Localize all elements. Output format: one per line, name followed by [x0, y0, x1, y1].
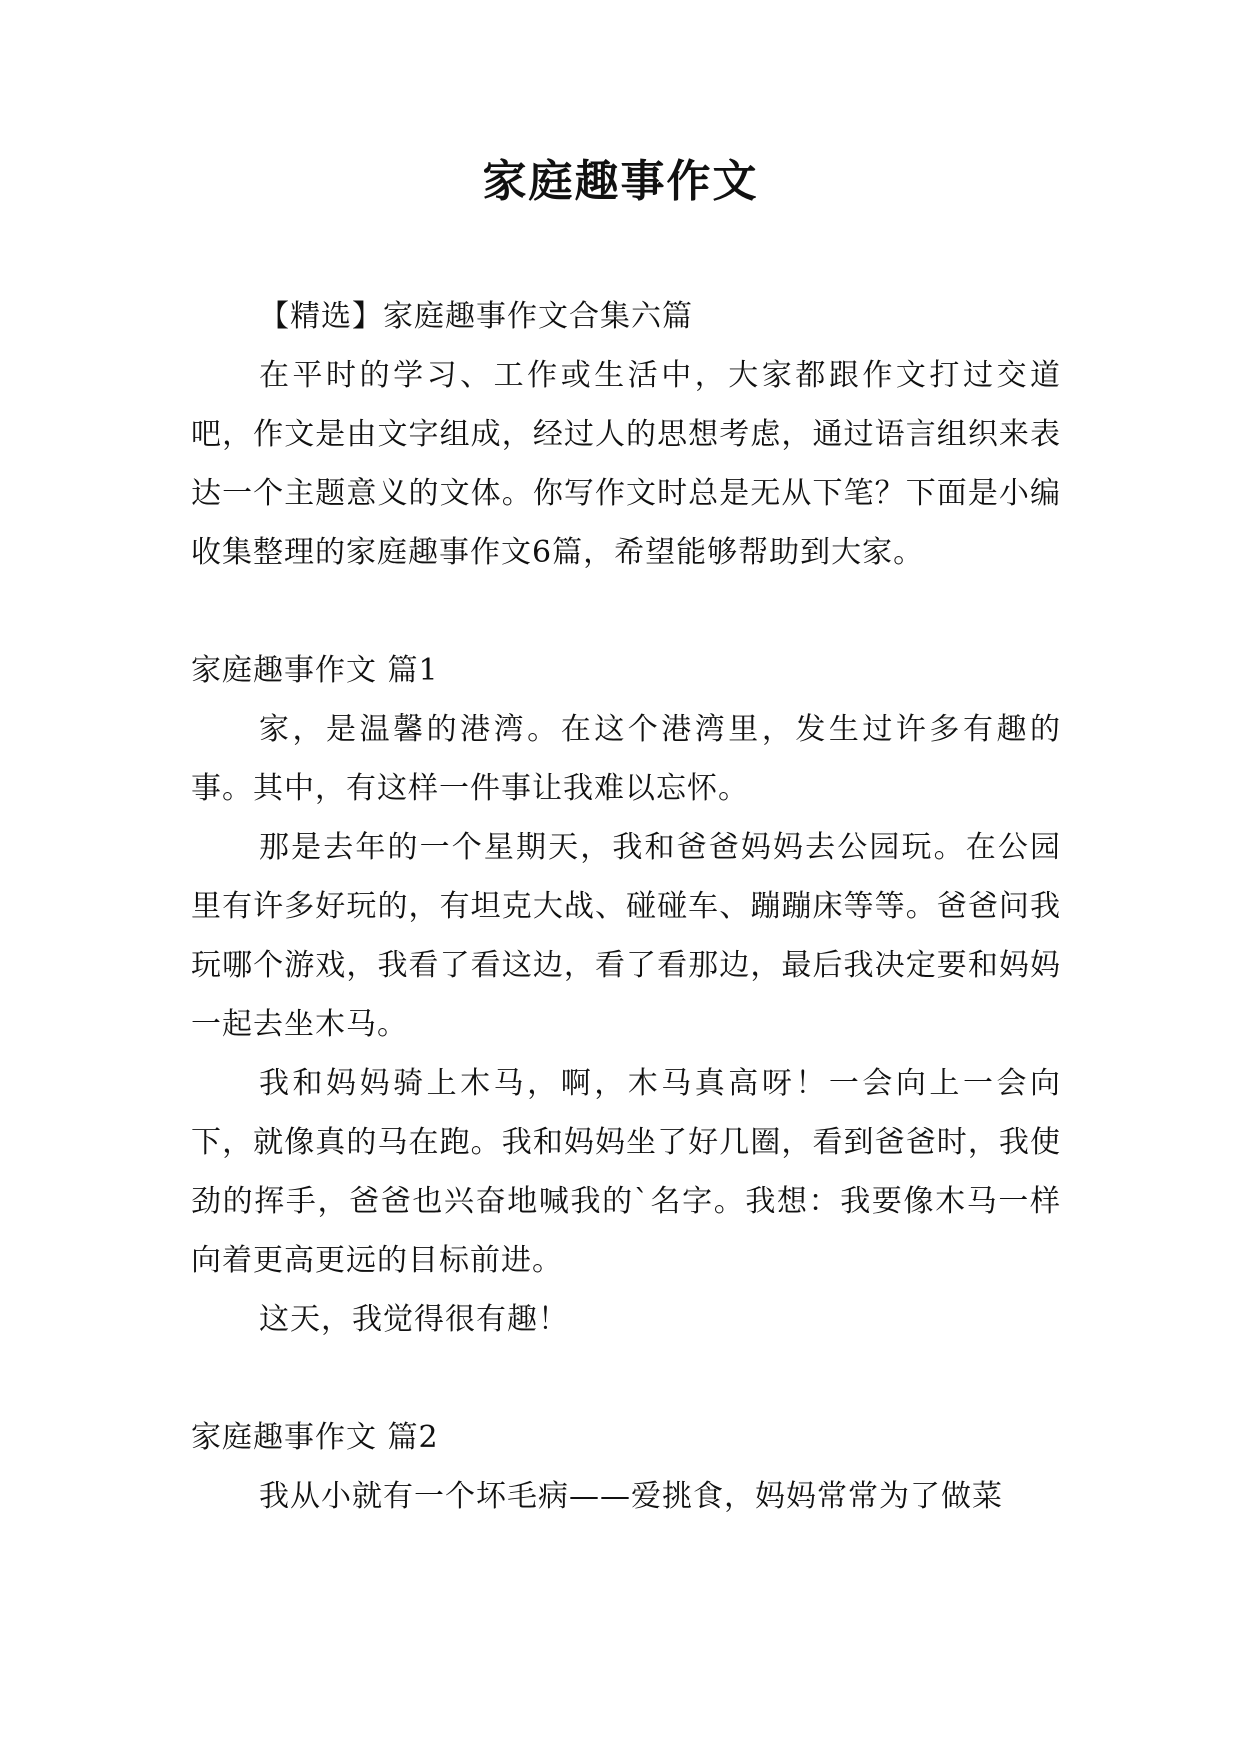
paragraph: 我和妈妈骑上木马，啊，木马真高呀！一会向上一会向下，就像真的马在跑。我和妈妈坐了好几圈，看到爸爸时，我使劲的挥手，爸爸也兴奋地喊我的`名字。我想：我要像木马一样向着更高更远的目标前进。 — [191, 1066, 1061, 1278]
section-spacer — [191, 582, 1061, 641]
intro-paragraph: 在平时的学习、工作或生活中，大家都跟作文打过交道吧，作文是由文字组成，经过人的思想考虑，通过语言组织来表达一个主题意义的文体。你写作文时总是无从下笔？下面是小编收集整理的家庭趣事作文6篇，希望能够帮助到大家。 — [191, 358, 1061, 570]
paragraph: 家，是温馨的港湾。在这个港湾里，发生过许多有趣的事。其中，有这样一件事让我难以忘怀。 — [191, 712, 1061, 806]
paragraph: 这天，我觉得很有趣！ — [259, 1302, 569, 1337]
paragraph: 那是去年的一个星期天，我和爸爸妈妈去公园玩。在公园里有许多好玩的，有坦克大战、碰碰车、蹦蹦床等等。爸爸问我玩哪个游戏，我看了看这边，看了看那边，最后我决定要和妈妈一起去坐木马。 — [191, 830, 1061, 1042]
document-title: 家庭趣事作文 — [482, 156, 759, 207]
paragraph: 我从小就有一个坏毛病——爱挑食，妈妈常常为了做菜 — [259, 1479, 1003, 1514]
section-heading-1: 家庭趣事作文 篇1 — [191, 653, 439, 688]
section-spacer — [191, 1349, 1061, 1408]
document-body — [191, 287, 1061, 1526]
lead-line: 【精选】家庭趣事作文合集六篇 — [259, 299, 693, 334]
section-heading-2: 家庭趣事作文 篇2 — [191, 1420, 439, 1455]
